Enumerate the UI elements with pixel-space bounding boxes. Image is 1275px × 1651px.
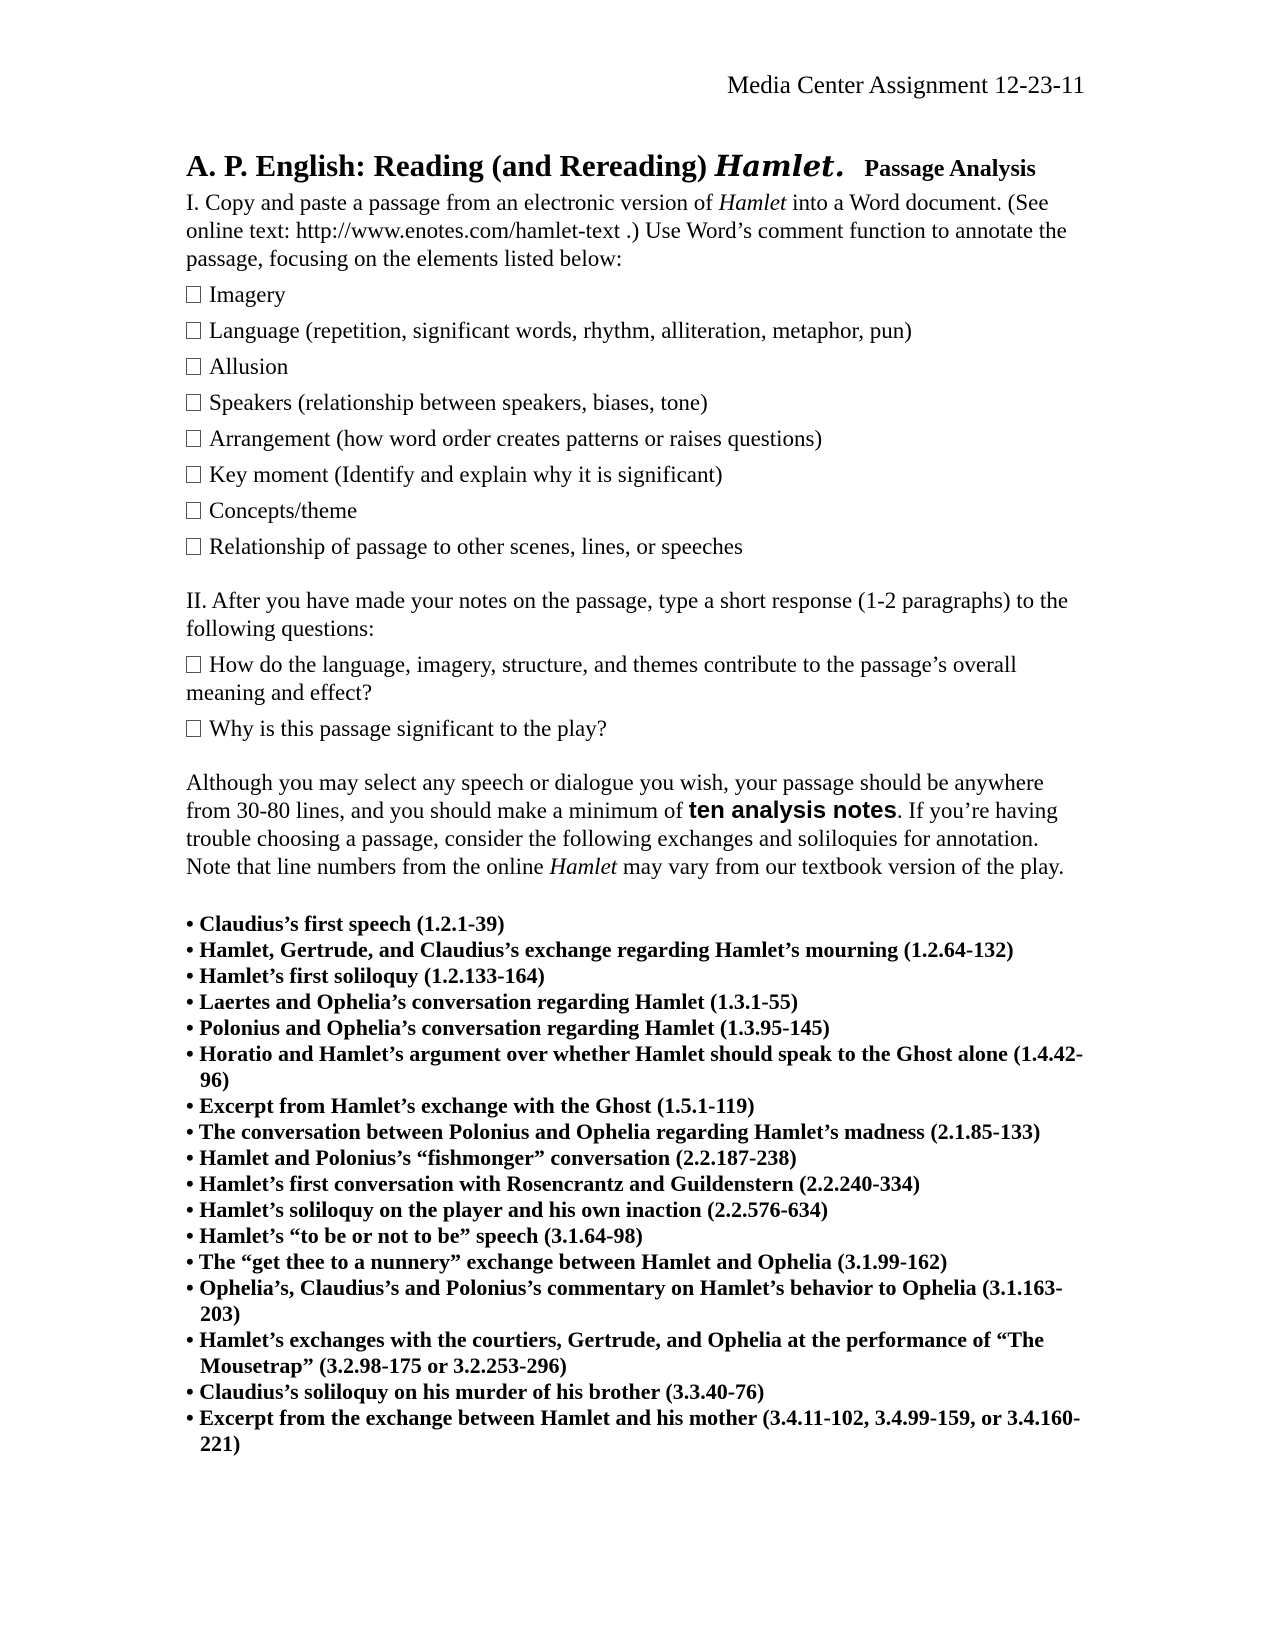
list-item: • Ophelia’s, Claudius’s and Polonius’s commentary on Hamlet’s behavior to Ophelia (3.1.163-203) [186, 1275, 1063, 1326]
element-label: Imagery [209, 282, 286, 307]
list-item: • Claudius’s first speech (1.2.1-39) [186, 911, 505, 936]
checkbox-icon [186, 466, 201, 483]
guidance-text-b: . If you’re having trouble choosing a passage, consider the following exchanges and soliloquies for annotation. Note that line numbers from the online [186, 798, 1058, 879]
suggested-passages-list [186, 911, 1086, 1457]
list-item: • Hamlet’s exchanges with the courtiers, Gertrude, and Ophelia at the performance of “The Mousetrap” (3.2.98-175 or 3.2.253-296) [186, 1327, 1045, 1378]
list-item: • Hamlet’s soliloquy on the player and his own inaction (2.2.576-634) [186, 1197, 829, 1222]
checkbox-icon [186, 720, 201, 737]
page-title [186, 146, 1086, 189]
element-label: Key moment (Identify and explain why it is significant) [209, 462, 723, 487]
part2-question-list [186, 651, 1086, 743]
part1-intro-a: I. Copy and paste a passage from an electronic version of [186, 190, 719, 215]
assignment-header: Media Center Assignment 12-23-11 [726, 72, 1085, 99]
part1-intro-b: into a Word document. (See online text: http://www.enotes.com/hamlet-text .) Use Word’s comment function to annotate the passage, focusing on the elements listed below: [186, 190, 1067, 271]
list-item: • Excerpt from the exchange between Hamlet and his mother (3.4.11-102, 3.4.99-159, or 3.4.160-221) [186, 1405, 1081, 1456]
list-item: • Excerpt from Hamlet’s exchange with the Ghost (1.5.1-119) [186, 1093, 755, 1118]
part1-element-list [186, 281, 1086, 561]
element-item [186, 389, 1086, 417]
element-item [186, 497, 1086, 525]
element-label: Language (repetition, significant words, rhythm, alliteration, metaphor, pun) [209, 318, 912, 343]
element-label: Speakers (relationship between speakers, biases, tone) [209, 390, 708, 415]
title-subtitle: Passage Analysis [864, 156, 1036, 182]
guidance-text-c: may vary from our textbook version of the play. [617, 854, 1065, 879]
checkbox-icon [186, 502, 201, 519]
question-item [186, 651, 1086, 707]
title-play: Hamlet. [714, 149, 845, 183]
element-label: Relationship of passage to other scenes, lines, or speeches [209, 534, 743, 559]
checkbox-icon [186, 538, 201, 555]
guidance-emphasis: ten analysis notes [688, 797, 897, 824]
document-body [186, 146, 1086, 1457]
element-label: Arrangement (how word order creates patterns or raises questions) [209, 426, 823, 451]
list-item: • Hamlet, Gertrude, and Claudius’s exchange regarding Hamlet’s mourning (1.2.64-132) [186, 937, 1014, 962]
list-item: • Hamlet’s “to be or not to be” speech (3.1.64-98) [186, 1223, 643, 1248]
list-item: • Hamlet’s first conversation with Rosencrantz and Guildenstern (2.2.240-334) [186, 1171, 921, 1196]
element-item [186, 425, 1086, 453]
checkbox-icon [186, 358, 201, 375]
list-item: • Hamlet and Polonius’s “fishmonger” conversation (2.2.187-238) [186, 1145, 797, 1170]
element-item [186, 281, 1086, 309]
element-item [186, 461, 1086, 489]
list-item: • Hamlet’s first soliloquy (1.2.133-164) [186, 963, 545, 988]
checkbox-icon [186, 394, 201, 411]
checkbox-icon [186, 322, 201, 339]
part2-intro: II. After you have made your notes on the passage, type a short response (1-2 paragraphs) to the following questions: [186, 588, 1069, 641]
part1-intro [186, 189, 1086, 273]
list-item: • The conversation between Polonius and Ophelia regarding Hamlet’s madness (2.1.85-133) [186, 1119, 1041, 1144]
checkbox-icon [186, 430, 201, 447]
element-label: Allusion [209, 354, 289, 379]
list-item: • Claudius’s soliloquy on his murder of his brother (3.3.40-76) [186, 1379, 765, 1404]
checkbox-icon [186, 656, 201, 673]
element-item [186, 533, 1086, 561]
part1-intro-italic: Hamlet [718, 190, 787, 215]
list-item: • Horatio and Hamlet’s argument over whether Hamlet should speak to the Ghost alone (1.4.42-96) [186, 1041, 1084, 1092]
guidance-paragraph [186, 769, 1086, 881]
question-label: How do the language, imagery, structure, and themes contribute to the passage’s overall meaning and effect? [186, 652, 1017, 705]
list-item: • Laertes and Ophelia’s conversation regarding Hamlet (1.3.1-55) [186, 989, 799, 1014]
guidance-italic: Hamlet [549, 854, 618, 879]
element-label: Concepts/theme [209, 498, 358, 523]
list-item: • Polonius and Ophelia’s conversation regarding Hamlet (1.3.95-145) [186, 1015, 830, 1040]
list-item: • The “get thee to a nunnery” exchange between Hamlet and Ophelia (3.1.99-162) [186, 1249, 948, 1274]
title-main: A. P. English: Reading (and Rereading) [186, 148, 708, 183]
guidance-text-a: Although you may select any speech or dialogue you wish, your passage should be anywhere from 30-80 lines, and you should make a minimum of [186, 770, 1044, 823]
element-item [186, 353, 1086, 381]
element-item [186, 317, 1086, 345]
checkbox-icon [186, 286, 201, 303]
question-label: Why is this passage significant to the play? [209, 716, 607, 741]
question-item [186, 715, 1086, 743]
